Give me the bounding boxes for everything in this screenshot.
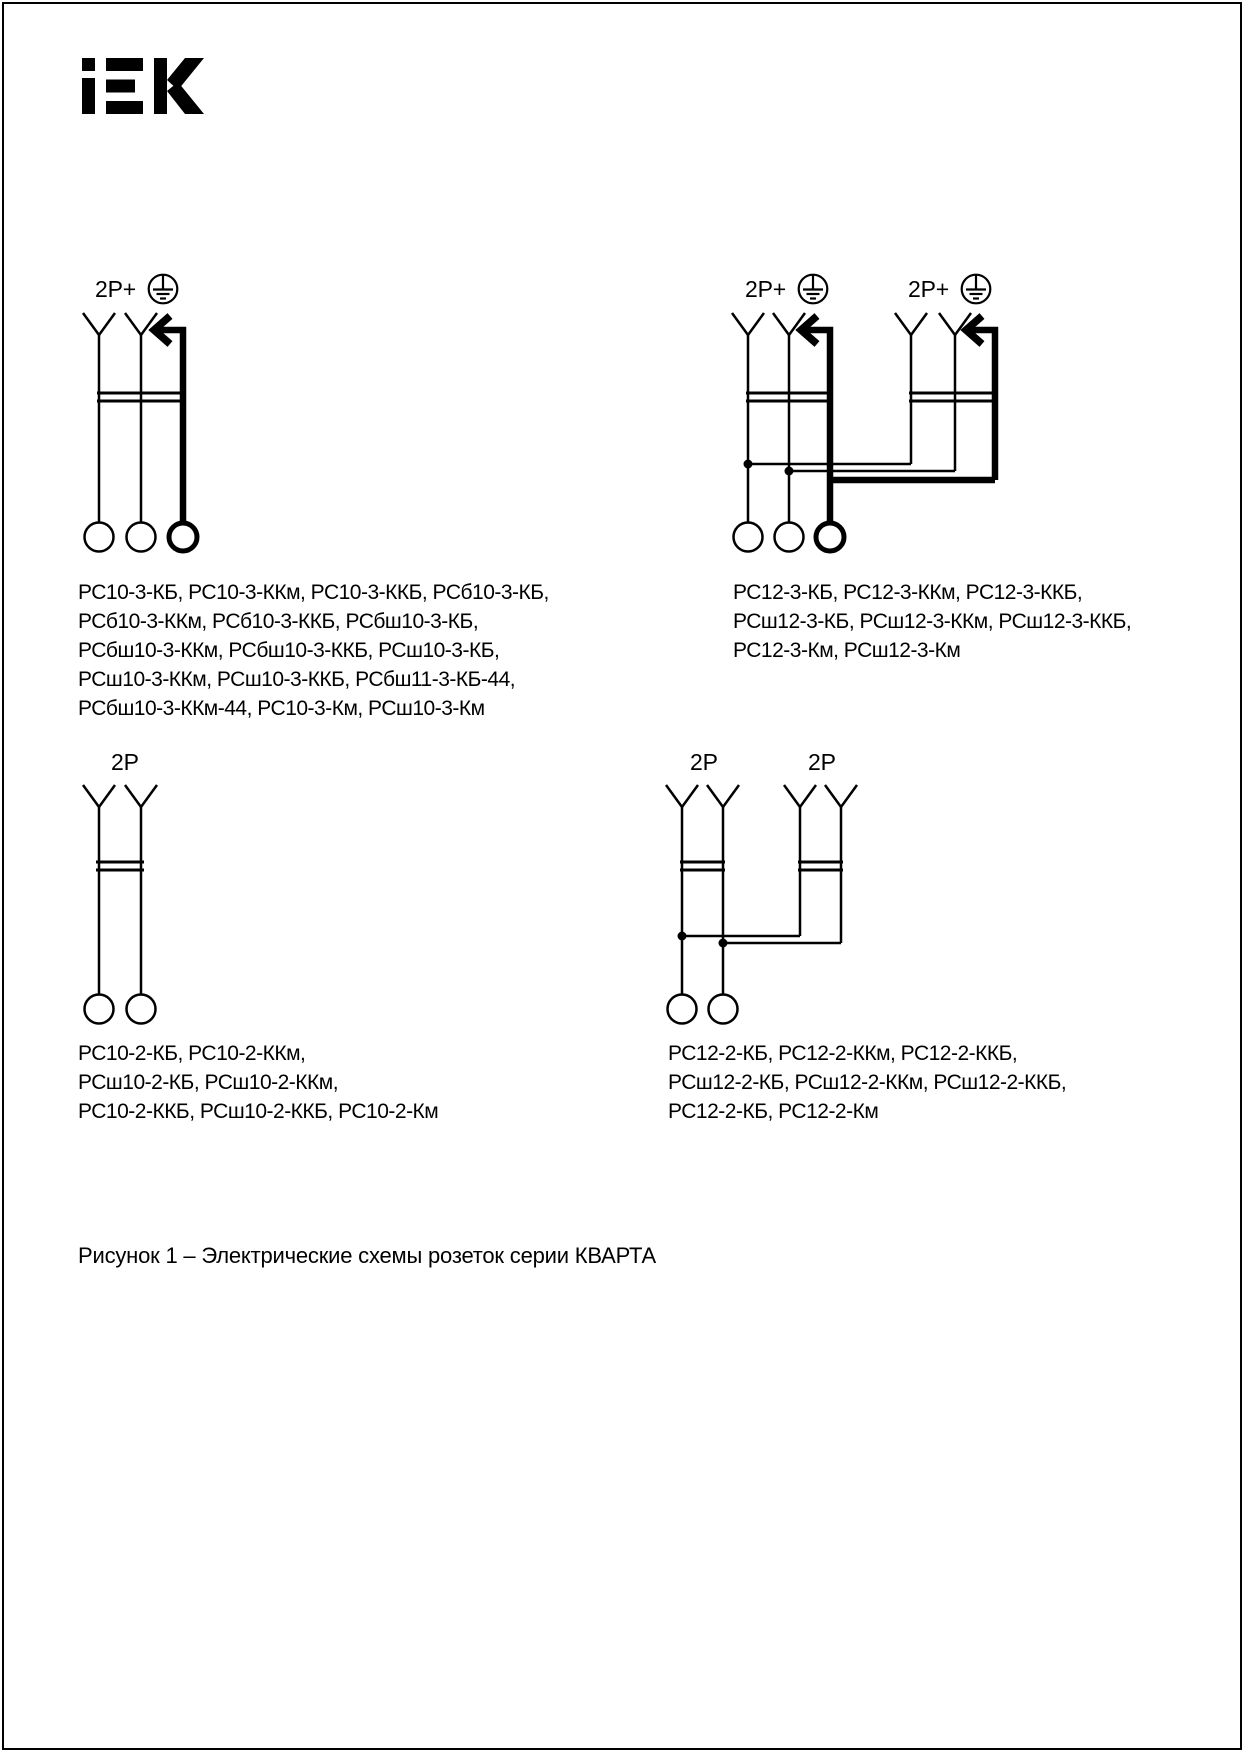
contact-circle — [127, 995, 156, 1024]
pole-count-label: 2P — [690, 748, 718, 775]
model-line: РС10-3-КБ, РС10-3-ККм, РС10-3-ККБ, РСб10-3-КБ, — [78, 581, 549, 604]
junction-dot — [678, 932, 687, 941]
terminal-forks — [83, 313, 157, 335]
model-line: РСш10-3-ККм, РСш10-3-ККБ, РСбш11-3-КБ-44, — [78, 668, 516, 691]
terminal-forks — [83, 785, 157, 807]
model-list-1 — [78, 578, 549, 723]
contact-circle — [85, 523, 114, 552]
junction-dot — [744, 460, 753, 469]
contact-circle — [709, 995, 738, 1024]
terminal-fork-icon — [83, 313, 115, 335]
logo-letters — [82, 58, 204, 114]
terminal-fork-icon — [83, 785, 115, 807]
terminal-fork-icon — [825, 785, 857, 807]
model-list-3 — [78, 1039, 438, 1126]
pole-count-label: 2P — [111, 748, 139, 775]
wiring-diagram-4 — [660, 740, 860, 1040]
contact-circle — [734, 523, 763, 552]
terminal-fork-icon — [895, 313, 927, 335]
junction-dot — [719, 939, 728, 948]
model-list-2 — [733, 578, 1131, 665]
model-line: РСш10-2-КБ, РСш10-2-ККм, — [78, 1071, 339, 1094]
model-line: РСбш10-3-ККм, РСбш10-3-ККБ, РСш10-3-КБ, — [78, 639, 500, 662]
pole-count-label: 2P+ — [745, 275, 786, 302]
terminal-fork-icon — [784, 785, 816, 807]
model-line: РС12-3-Км, РСш12-3-Км — [733, 639, 961, 662]
wiring-diagram-1 — [70, 265, 210, 565]
terminal-fork-icon — [666, 785, 698, 807]
terminal-fork-icon — [125, 785, 157, 807]
pole-count-label: 2P+ — [908, 275, 949, 302]
model-line: РС12-2-КБ, РС12-2-ККм, РС12-2-ККБ, — [668, 1042, 1018, 1065]
model-line: РСш12-3-КБ, РСш12-3-ККм, РСш12-3-ККБ, — [733, 610, 1132, 633]
model-line: РСш12-2-КБ, РСш12-2-ККм, РСш12-2-ККБ, — [668, 1071, 1067, 1094]
earth-wire — [971, 330, 995, 480]
wiring-diagram-2 — [730, 265, 1020, 565]
contact-circle — [127, 523, 156, 552]
earth-contact-circle — [816, 523, 844, 551]
junction-dot — [785, 467, 794, 476]
iek-logo — [82, 58, 204, 114]
earth-wire — [806, 330, 830, 523]
model-line: РСб10-3-ККм, РСб10-3-ККБ, РСбш10-3-КБ, — [78, 610, 479, 633]
terminal-forks — [666, 785, 739, 807]
model-line: РС12-3-КБ, РС12-3-ККм, РС12-3-ККБ, — [733, 581, 1083, 604]
contact-circle — [668, 995, 697, 1024]
model-list-4 — [668, 1039, 1066, 1126]
model-line: РС10-2-ККБ, РСш10-2-ККБ, РС10-2-Км — [78, 1100, 439, 1123]
model-line: РС10-2-КБ, РС10-2-ККм, — [78, 1042, 306, 1065]
pole-count-label: 2P+ — [95, 275, 136, 302]
terminal-forks — [895, 313, 971, 335]
contact-circle — [775, 523, 804, 552]
terminal-forks — [784, 785, 857, 807]
model-line: РСбш10-3-ККм-44, РС10-3-Км, РСш10-3-Км — [78, 697, 485, 720]
figure-caption: Рисунок 1 – Электрические схемы розеток серии КВАРТА — [78, 1243, 657, 1268]
contact-circle — [85, 995, 114, 1024]
terminal-forks — [732, 313, 805, 335]
terminal-fork-icon — [732, 313, 764, 335]
wiring-diagram-3 — [70, 740, 210, 1040]
earth-wire — [158, 330, 183, 523]
pole-count-label: 2P — [808, 748, 836, 775]
terminal-fork-icon — [707, 785, 739, 807]
model-line: РС12-2-КБ, РС12-2-Км — [668, 1100, 879, 1123]
earth-contact-circle — [169, 523, 197, 551]
